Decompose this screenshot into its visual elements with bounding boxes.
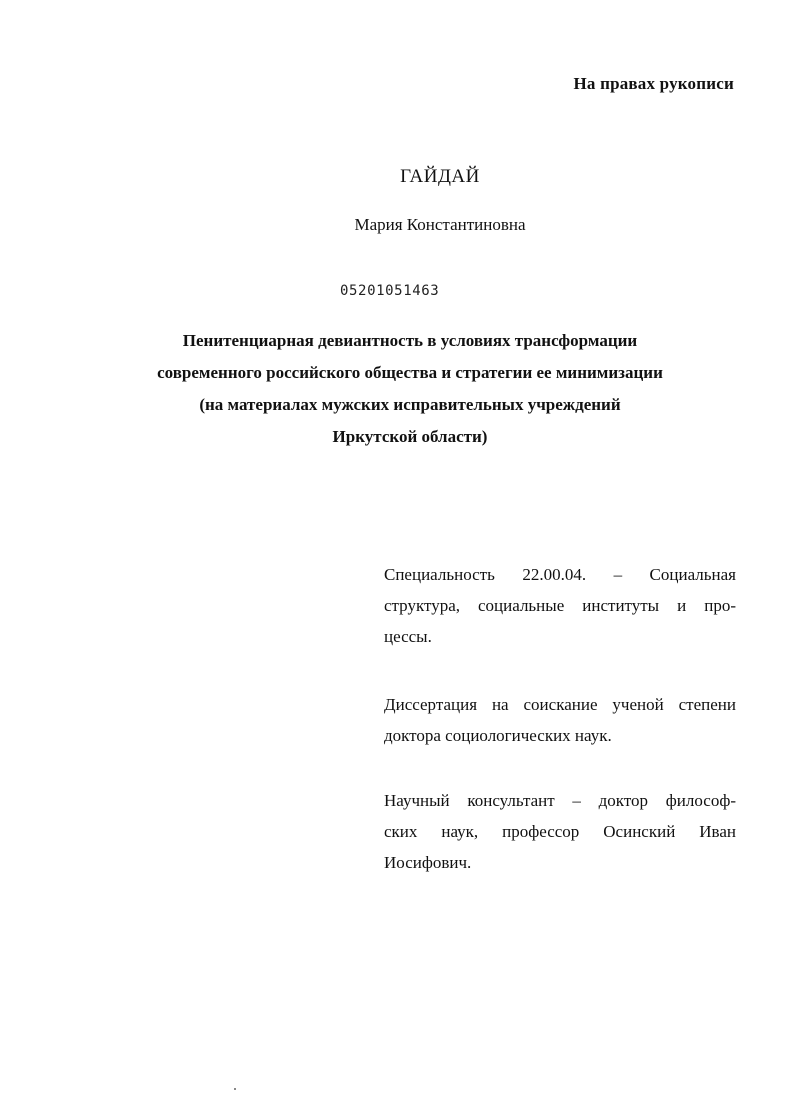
title-line: (на материалах мужских исправительных учреждений bbox=[199, 395, 621, 414]
consultant-line: Научный консультант – доктор философ- bbox=[384, 791, 736, 810]
dissertation-title bbox=[60, 325, 760, 453]
dissertation-degree-block bbox=[384, 689, 736, 751]
specialty-line: цессы. bbox=[384, 627, 432, 646]
scientific-consultant-block bbox=[384, 785, 736, 878]
consultant-line: ских наук, профессор Осинский Иван bbox=[384, 822, 736, 841]
title-line: Иркутской области) bbox=[332, 427, 488, 446]
author-given-names: Мария Константиновна bbox=[354, 215, 526, 234]
dissertation-line: доктора социологических наук. bbox=[384, 726, 612, 745]
document-number: 05201051463 bbox=[340, 283, 440, 299]
dissertation-line: Диссертация на соискание ученой степени bbox=[384, 695, 736, 714]
title-line: современного российского общества и стратегии ее минимизации bbox=[157, 363, 663, 382]
specialty-line: Специальность 22.00.04. – Социальная bbox=[384, 565, 736, 584]
consultant-line: Иосифович. bbox=[384, 853, 472, 872]
scan-speck bbox=[234, 1088, 236, 1090]
title-line: Пенитенциарная девиантность в условиях трансформации bbox=[182, 331, 638, 350]
specialty-line: структура, социальные институты и про- bbox=[384, 596, 736, 615]
manuscript-rights-label: На правах рукописи bbox=[573, 74, 734, 93]
specialty-block bbox=[384, 559, 736, 652]
author-surname: ГАЙДАЙ bbox=[400, 166, 480, 187]
